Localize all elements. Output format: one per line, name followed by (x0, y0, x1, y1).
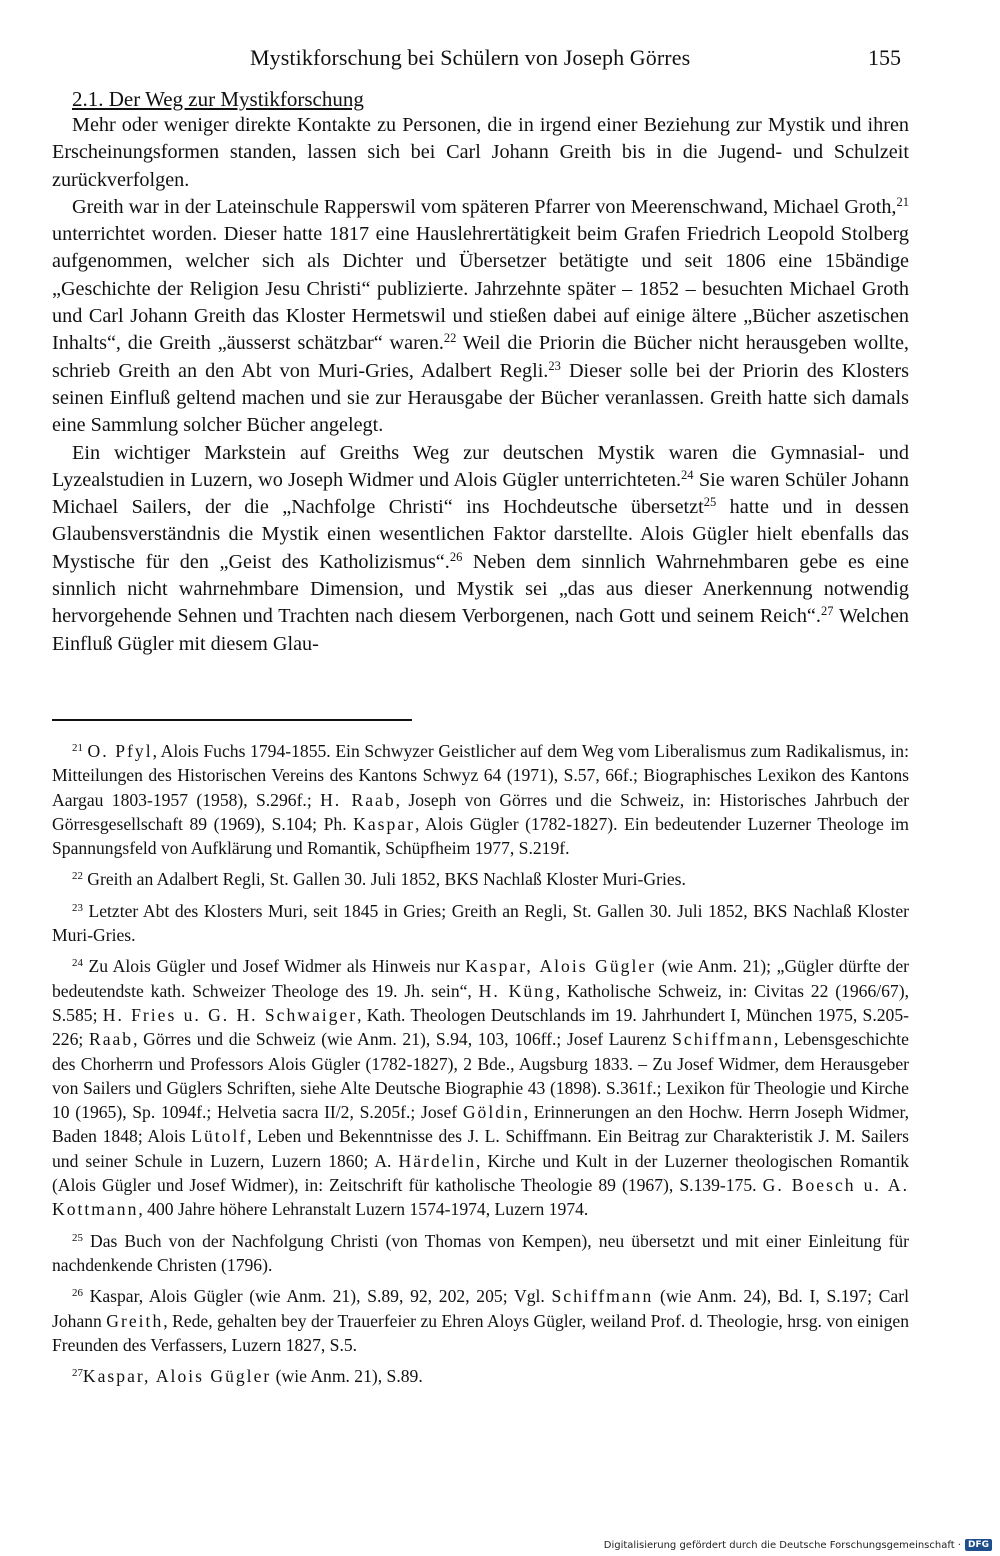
footnote-25 (52, 1229, 909, 1278)
author-name: G. Boesch u. A. Kottmann (52, 1175, 909, 1220)
text-run: , Alois Fuchs 1794-1855. Ein Schwyzer Geistlicher auf dem Weg vom Liberalismus zum Radikalismus, in: Mitteilungen des Historischen Vereins des Kantons Schwyz 64 (1971), S.57, 66f.; Biographisches Lexikon des Kantons Aargau 1803-1957 (1958), S.296f.; (52, 741, 909, 810)
section-title: 2.1. Der Weg zur Mystikforschung (72, 87, 364, 111)
paragraph-3 (52, 440, 909, 658)
footnote-ref-26[interactable]: 26 (449, 549, 463, 564)
text-run: Letzter Abt des Klosters Muri, seit 1845 in Gries; Greith an Regli, St. Gallen 30. Juli 1852, BKS Nachlaß Kloster Muri-Gries. (52, 900, 909, 946)
author-name: H. Raab (320, 789, 396, 810)
text-run: Sie waren Schüler Johann Michael Sailers, der die „Nachfolge Christi“ ins Hochdeutsche übersetzt (52, 468, 909, 519)
text-run: Welchen Einfluß Gügler mit diesem Glau- (52, 605, 909, 655)
footnote-ref-23[interactable]: 23 (548, 358, 561, 373)
author-name: Härdelin (398, 1150, 477, 1171)
text-run: Greith an Adalbert Regli, St. Gallen 30. Juli 1852, BKS Nachlaß Kloster Muri-Gries. (82, 869, 686, 890)
text-run: Ein wichtiger Markstein auf Greiths Weg zur deutschen Mystik waren die Gymnasial- und Lyzealstudien in Luzern, wo Joseph Widmer und Alois Gügler unterrichteten. (52, 441, 909, 491)
text-run: Zu Alois Gügler und Josef Widmer als Hinweis nur (82, 956, 466, 977)
author-name: Kaspar, Alois Gügler (465, 956, 657, 977)
text-run: , Rede, gehalten bey der Trauerfeier zu Ehren Aloys Gügler, weiland Prof. d. Theologie, hrsg. von einigen Freunden des Verfassers, Luzern 1827, S.5. (52, 1310, 910, 1355)
footnote-ref-24[interactable]: 24 (681, 467, 694, 482)
author-name: Schiffmann (551, 1286, 654, 1307)
footnote-27 (52, 1364, 909, 1388)
footnote-number: 26 (72, 1287, 83, 1300)
text-run: , Alois Gügler (1782-1827). Ein bedeutender Luzerner Theologe im Spannungsfeld von Aufklärung und Romantik, Schüpfheim 1977, S.219f. (52, 813, 909, 859)
text-run: , 400 Jahre höhere Lehranstalt Luzern 1574-1974, Luzern 1974. (138, 1199, 589, 1220)
author-name: Schiffmann (672, 1029, 774, 1050)
text-run: Neben dem sinnlich Wahrnehmbaren gebe es eine sinnlich nicht wahrnehmbare Dimension, und Mystik sei „das aus dieser Anerkennung notwendig hervorgehende Sehnen und Trachten nach diesem Verborgenen, nach Gott und seinem Reich“. (52, 550, 909, 628)
footnote-26 (52, 1284, 909, 1357)
author-name: Kaspar (353, 813, 415, 834)
text-run: hatte und in dessen Glaubensverständnis die Mystik einen wesentlichen Faktor darstellte. Alois Gügler hielt ebenfalls das Mystische für den „Geist des Katholizismus“. (52, 496, 909, 573)
footnote-ref-25[interactable]: 25 (703, 495, 717, 510)
paragraph-2 (52, 194, 909, 440)
text-run: Weil die Priorin die Bücher nicht herausgeben wollte, schrieb Greith an den Abt von Muri-Gries, Adalbert Regli. (52, 332, 909, 382)
text-run: , Kath. Theologen Deutschlands im 19. Jahrhundert I, München 1975, S.205-226; (52, 1004, 909, 1050)
text-run: unterrichtet worden. Dieser hatte 1817 eine Hauslehrertätigkeit beim Grafen Friedrich Leopold Stolberg aufgenommen, welcher sich als Dichter und Übersetzer betätigte und seit 1806 eine 15bändige „Geschichte der Religion Jesu Christi“ publizierte. Jahrzehnte später – 1852 – besuchten Michael Groth und Carl Johann Greith das Kloster Hermetswil und stießen dabei auf einige ältere „Bücher aszetischen Inhalts“, die Greith „äusserst schätzbar“ waren. (52, 223, 909, 355)
author-name: Lütolf (191, 1126, 248, 1147)
text-run: (wie Anm. 24), Bd. I, S.197; Carl Johann (52, 1286, 909, 1331)
text-run: , Katholische Schweiz, in: Civitas 22 (1966/67), S.585; (52, 980, 909, 1025)
author-name: Göldin (462, 1102, 524, 1123)
text-run: , Lebensgeschichte des Chorherrn und Professors Alois Gügler (1782-1827), 2 Bde., Augsburg 1833. – Zu Josef Widmer, dem Herausgeber von Sailers und Güglers Schriften, siehe Alte Deutsche Biographie 43 (1898). S.361f.; Lexikon für Theologie und Kirche 10 (1965), Sp. 1094f.; Helvetia sacra II/2, S.205f.; Josef (52, 1029, 909, 1123)
author-name: Greith (106, 1310, 164, 1331)
text-run: , Kirche und Kult in der Luzerner theologischen Romantik (Alois Gügler und Josef Widmer), in: Zeitschrift für katholische Theologie 89 (1967), S.139-175. (52, 1150, 909, 1196)
text-run: (wie Anm. 21); „Gügler dürfte der bedeutendste kath. Schweizer Theologe des 19. Jh. sein“, (52, 956, 909, 1001)
footnote-24 (52, 954, 909, 1221)
footnote-separator (52, 719, 412, 721)
footnotes (52, 739, 909, 1395)
author-name: O. Pfyl (87, 741, 153, 761)
author-name: Kaspar, Alois Gügler (82, 1366, 272, 1387)
running-title: Mystikforschung bei Schülern von Joseph Görres (250, 45, 691, 70)
page-number: 155 (868, 45, 901, 70)
digitization-footer (604, 1539, 992, 1551)
text-run: Dieser solle bei der Priorin des Klosters seinen Einfluß geltend machen und sie zur Herausgabe der Bücher veranlassen. Greith hatte sich damals eine Sammlung solcher Bücher angelegt. (52, 359, 909, 437)
footnote-number: 23 (72, 901, 83, 914)
dfg-logo-icon: DFG (965, 1539, 992, 1551)
paragraph-1: Mehr oder weniger direkte Kontakte zu Personen, die in irgend einer Beziehung zur Mystik und ihren Erscheinungsformen standen, lassen sich bei Carl Johann Greith bis in die Jugend- und Schulzeit zurückverfolgen. (52, 114, 909, 191)
author-name: Raab (88, 1029, 134, 1050)
footnote-number: 25 (72, 1231, 83, 1244)
text-run: , Görres und die Schweiz (wie Anm. 21), S.94, 103, 106ff.; Josef Laurenz (133, 1029, 673, 1050)
footnote-number: 22 (72, 870, 83, 883)
text-run: Das Buch von der Nachfolgung Christi (von Thomas von Kempen), neu übersetzt und mit einer Einleitung für nachdenkende Christen (1796). (52, 1230, 909, 1275)
author-name: H. Küng (478, 980, 556, 1001)
footnote-ref-27[interactable]: 27 (820, 604, 834, 619)
footnote-ref-22[interactable]: 22 (443, 331, 457, 346)
footnote-number: 27 (72, 1367, 83, 1380)
footnote-22 (52, 867, 909, 891)
footnote-ref-21[interactable]: 21 (896, 195, 909, 210)
text-run: Greith war in der Lateinschule Rapperswil vom späteren Pfarrer von Meerenschwand, Michael Groth, (72, 195, 897, 218)
footnote-number: 21 (72, 742, 83, 754)
footer-text: Digitalisierung gefördert durch die Deutsche Forschungsgemeinschaft · (603, 1539, 961, 1551)
text-run: (wie Anm. 21), S.89. (271, 1366, 423, 1387)
footnote-number: 24 (72, 957, 83, 970)
footnote-21 (52, 739, 909, 860)
text-run: , Joseph von Görres und die Schweiz, in: Historisches Jahrbuch der Görresgesellschaft 89 (1969), S.104; Ph. (52, 789, 909, 834)
body-text (52, 112, 909, 658)
text-run: , Leben und Bekenntnisse des J. L. Schiffmann. Ein Beitrag zur Charakteristik J. M. Sailers und seiner Schule in Luzern, Luzern 1860; A. (52, 1126, 909, 1171)
text-run: , Erinnerungen an den Hochw. Herrn Joseph Widmer, Baden 1848; Alois (52, 1102, 909, 1147)
text-run: Kaspar, Alois Gügler (wie Anm. 21), S.89, 92, 202, 205; Vgl. (82, 1286, 552, 1307)
author-name: H. Fries u. G. H. Schwaiger (102, 1004, 358, 1025)
footnote-23 (52, 899, 909, 948)
